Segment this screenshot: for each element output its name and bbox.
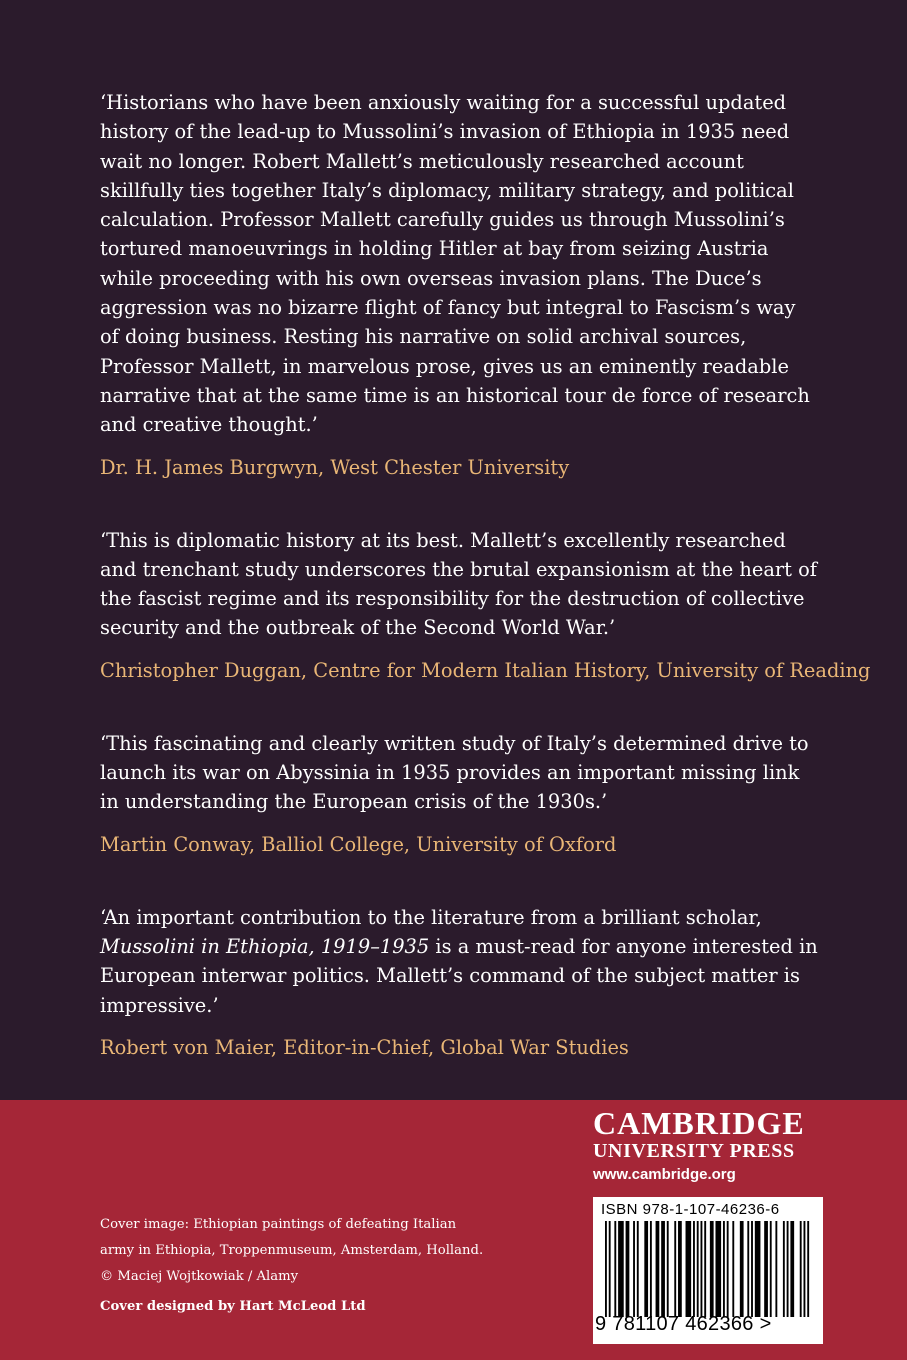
barcode-bar xyxy=(656,1221,660,1317)
review-divider xyxy=(100,482,820,526)
book-title: Mussolini in Ethiopia, 1919–1935 xyxy=(100,934,430,958)
review-quote-1: ‘Historians who have been anxiously waiting for a successful updated history of the lead-up to Mussolini’s invasion of Ethiopia in 1935 need wait no longer. Robert Mallett’s meticulously researched account skillfully ties together Italy’s diplomacy, military strategy, and political calculation. Professor Mallett carefully guides us through Mussolini’s tortured manoeuvrings in holding Hitler at bay from seizing Austria while proceeding with his own overseas invasion plans. The Duce’s aggression was no bizarre flight of fancy but integral to Fascism’s way of doing business. Resting his narrative on solid archival sources, Professor Mallett, in marvelous prose, gives us an eminently readable narrative that at the same time is an historical tour de force of research and creative thought.’ xyxy=(100,91,810,437)
barcode-bar xyxy=(800,1221,802,1317)
review-attribution-4: Robert von Maier, Editor-in-Chief, Global War Studies xyxy=(100,1035,629,1059)
review-blurbs xyxy=(100,88,871,1062)
barcode-bar xyxy=(775,1221,777,1317)
cover-credits xyxy=(100,1212,520,1320)
publisher-footer xyxy=(0,1100,907,1360)
barcode-bar xyxy=(661,1221,665,1317)
barcode-bar xyxy=(667,1221,669,1317)
designer-credit: Cover designed by Hart McLeod Ltd xyxy=(100,1299,366,1314)
copyright-credit: © Maciej Wojtkowiak / Alamy xyxy=(100,1269,299,1284)
publisher-press: UNIVERSITY PRESS xyxy=(593,1140,795,1162)
barcode-bar xyxy=(626,1221,630,1317)
publisher-url: www.cambridge.org xyxy=(593,1166,736,1183)
barcode-bar xyxy=(686,1221,692,1317)
barcode-bar xyxy=(644,1221,648,1317)
review-divider xyxy=(100,859,820,903)
barcode-bar xyxy=(605,1221,607,1317)
publisher-name: CAMBRIDGE xyxy=(593,1105,805,1141)
review-divider xyxy=(100,685,820,729)
review-quote-3: ‘This fascinating and clearly written study of Italy’s determined drive to launch its war on Abyssinia in 1935 provides an important missing link in understanding the European crisis of the 1930s.’ xyxy=(100,731,809,814)
isbn-barcode xyxy=(593,1197,823,1344)
review-attribution-2: Christopher Duggan, Centre for Modern Italian History, University of Reading xyxy=(100,658,871,682)
barcode-bar xyxy=(723,1221,725,1317)
barcode-bar xyxy=(790,1221,794,1317)
barcode-bar xyxy=(697,1221,699,1317)
cover-image-credit-line-2: army in Ethiopia, Troppenmuseum, Amsterdam, Holland. xyxy=(100,1243,484,1258)
barcode-bar xyxy=(783,1221,785,1317)
barcode-bar xyxy=(704,1221,706,1317)
cover-image-credit-line-1: Cover image: Ethiopian paintings of defeating Italian xyxy=(100,1217,457,1232)
barcode-bar xyxy=(764,1221,768,1317)
review-quote-4-pre: ‘An important contribution to the literature from a brilliant scholar, xyxy=(100,905,762,929)
review-quote-4-post: is a must-read for anyone interested in European interwar politics. Mallett’s command of the subject matter is impressive.’ xyxy=(100,934,818,1017)
barcode-digits: 9 781107 462366 > xyxy=(595,1313,772,1335)
barcode-bar xyxy=(650,1221,652,1317)
barcode-bar xyxy=(804,1221,806,1317)
barcode-bar xyxy=(807,1221,809,1317)
barcode-bar xyxy=(701,1221,703,1317)
barcode-bar xyxy=(633,1221,635,1317)
barcode-bar xyxy=(770,1221,772,1317)
barcode-bar xyxy=(693,1221,695,1317)
barcode-bar xyxy=(751,1221,753,1317)
barcode-bar xyxy=(732,1221,734,1317)
review-attribution-3: Martin Conway, Balliol College, University of Oxford xyxy=(100,832,617,856)
isbn-label: ISBN 978-1-107-46236-6 xyxy=(601,1201,780,1218)
barcode-bar xyxy=(609,1221,611,1317)
barcode-bar xyxy=(710,1221,714,1317)
barcode-bar xyxy=(678,1221,682,1317)
barcode-bar xyxy=(747,1221,749,1317)
barcode-bar xyxy=(637,1221,639,1317)
review-quote-4 xyxy=(100,903,820,1020)
barcode-bar xyxy=(614,1221,616,1317)
review-attribution-1: Dr. H. James Burgwyn, West Chester University xyxy=(100,455,570,479)
barcode-bar xyxy=(787,1221,789,1317)
barcode-bar xyxy=(674,1221,676,1317)
barcode-bars xyxy=(605,1221,811,1317)
barcode-bar xyxy=(740,1221,744,1317)
barcode-bar xyxy=(755,1221,761,1317)
barcode-bar xyxy=(715,1221,721,1317)
review-quote-2: ‘This is diplomatic history at its best. Mallett’s excellently researched and trenchant study underscores the brutal expansionism at the heart of the fascist regime and its responsibility for the destruction of collective security and the outbreak of the Second World War.’ xyxy=(100,528,817,640)
publisher-logo xyxy=(593,1106,833,1185)
barcode-bar xyxy=(727,1221,729,1317)
barcode-bar xyxy=(618,1221,624,1317)
